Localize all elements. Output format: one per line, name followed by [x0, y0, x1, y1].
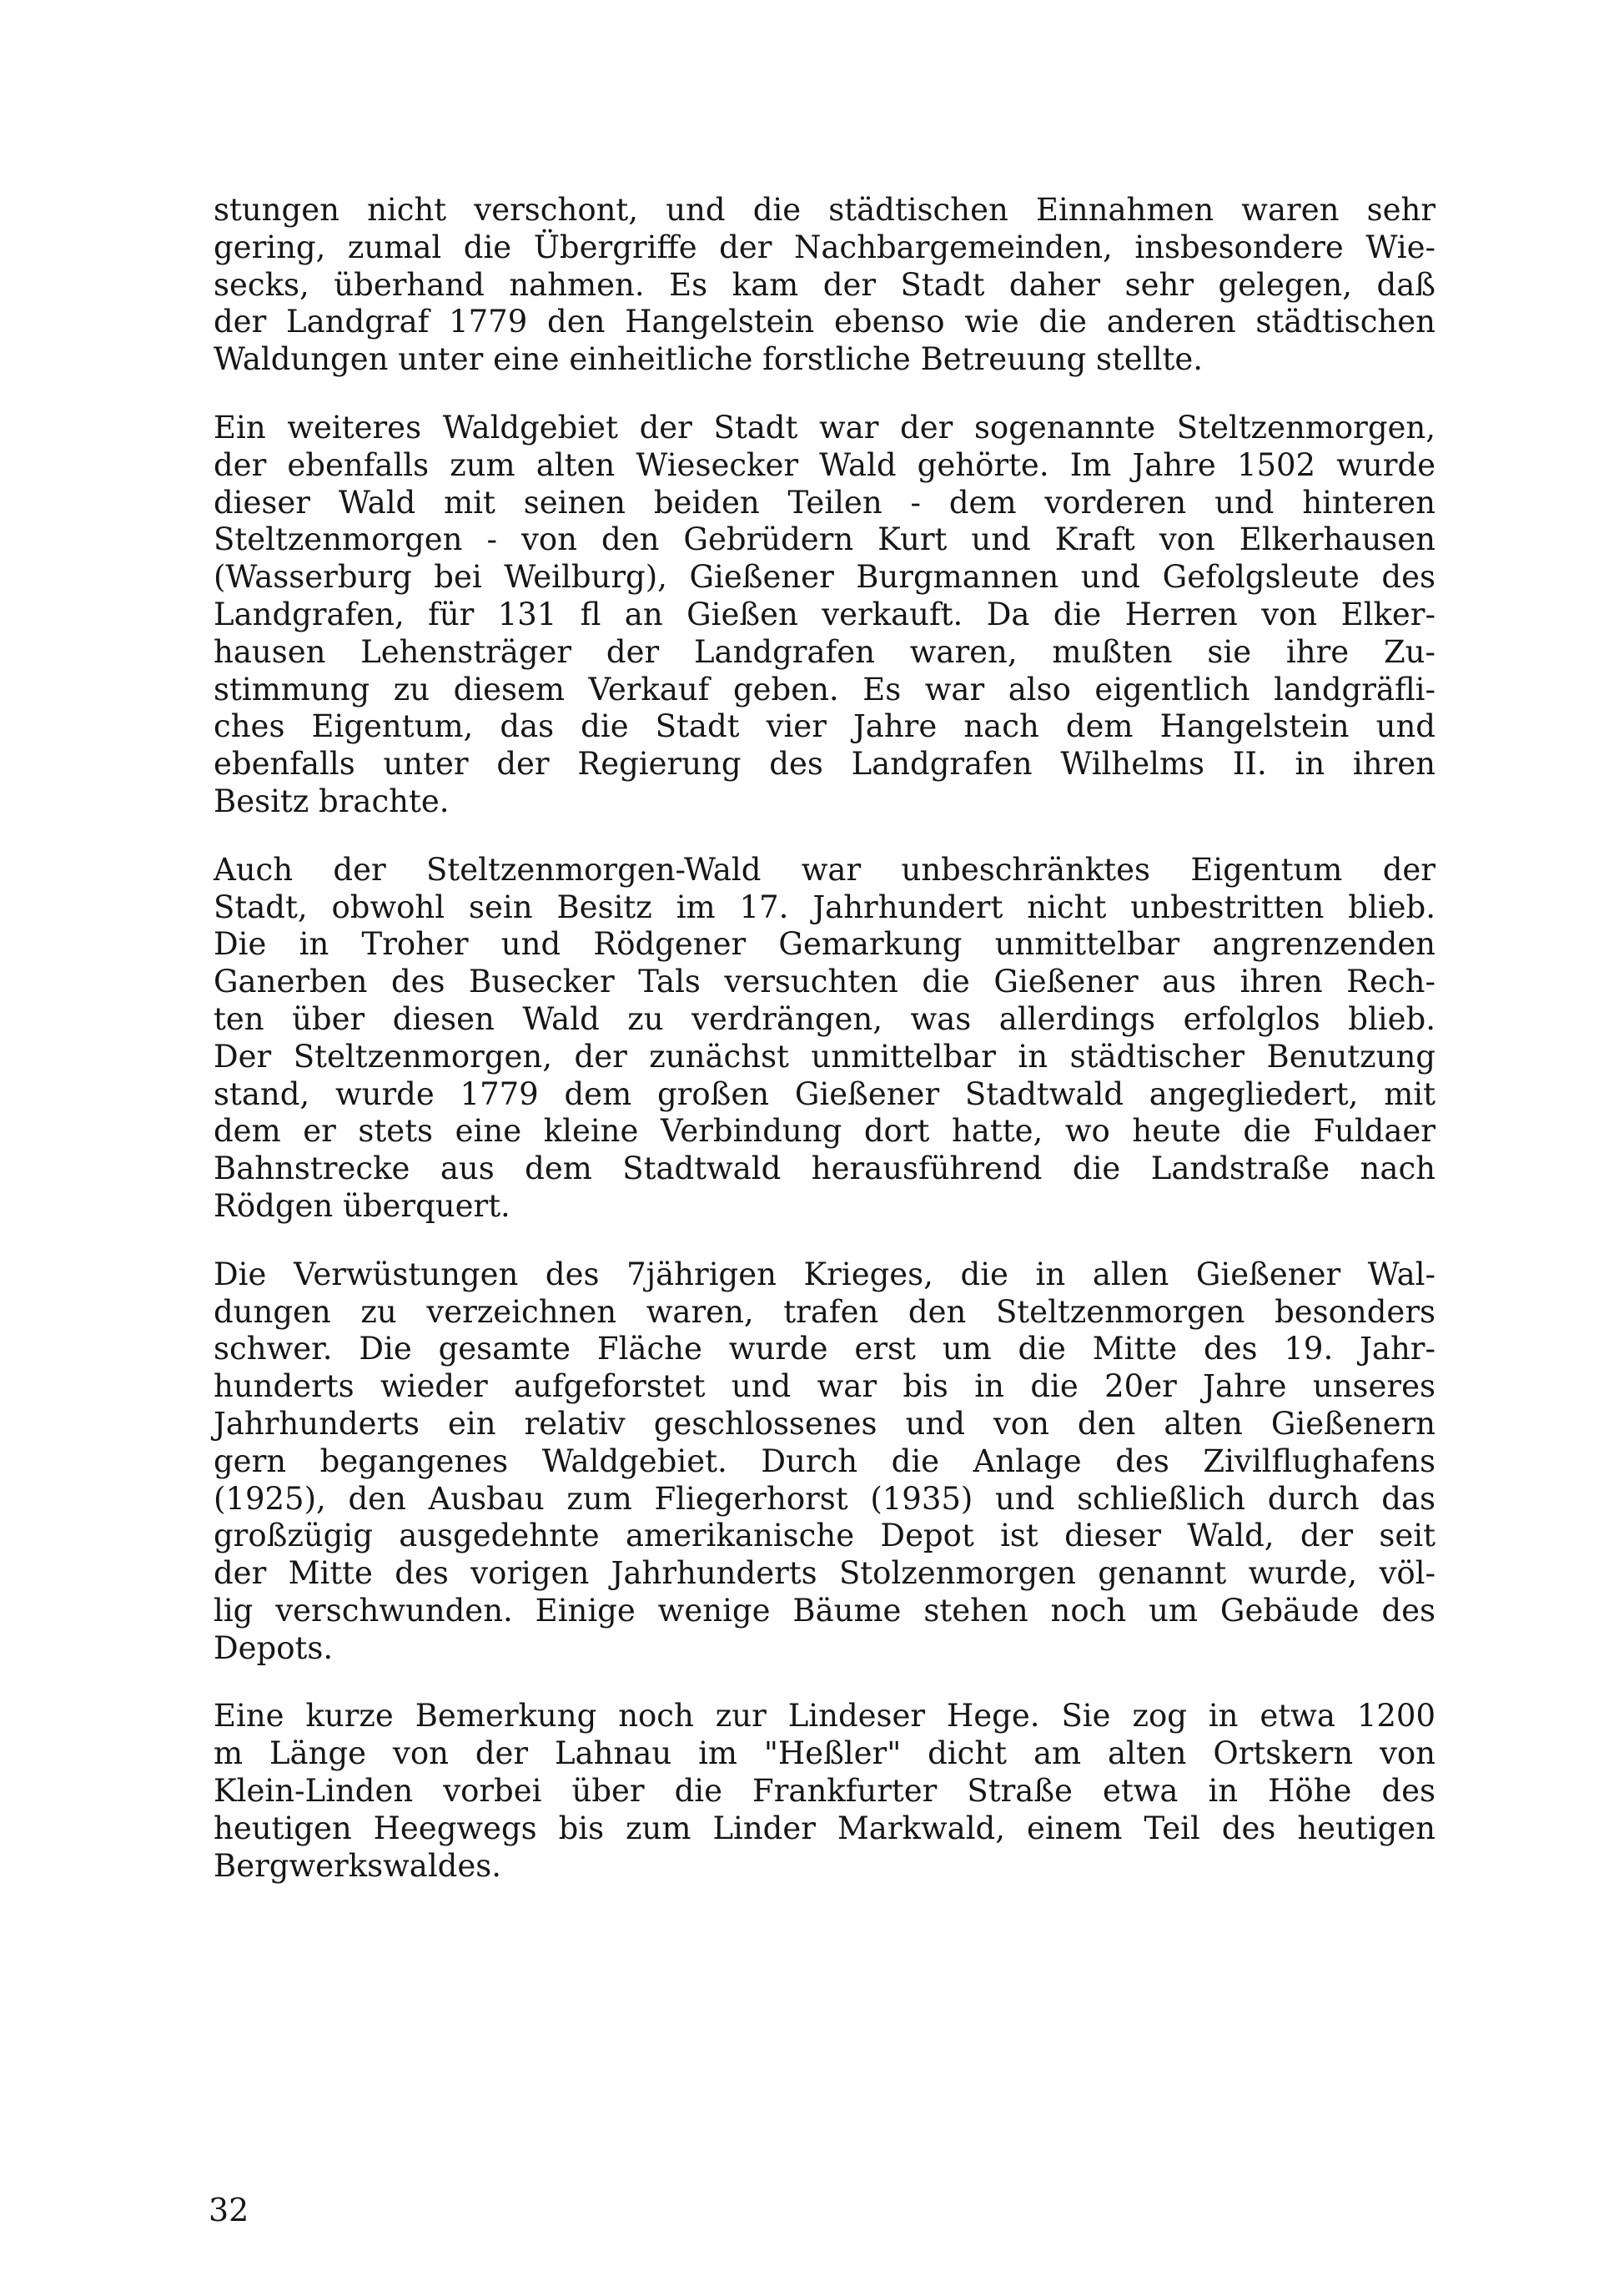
- text-line: Auch der Steltzenmorgen-Wald war unbeschränktes Eigentum der: [214, 851, 1436, 888]
- text-line: ten über diesen Wald zu verdrängen, was allerdings erfolglos blieb.: [214, 1000, 1436, 1037]
- text-line: Rödgen überquert.: [214, 1187, 510, 1224]
- text-line: Der Steltzenmorgen, der zunächst unmittelbar in städtischer Benutzung: [214, 1038, 1436, 1075]
- text-line: stimmung zu diesem Verkauf geben. Es war also eigentlich landgräfli-: [214, 671, 1436, 707]
- text-line: Eine kurze Bemerkung noch zur Lindeser Hege. Sie zog in etwa 1200: [214, 1698, 1436, 1735]
- text-line: gering, zumal die Übergriffe der Nachbargemeinden, insbesondere Wie-: [214, 229, 1436, 265]
- text-line: Bahnstrecke aus dem Stadtwald herausführend die Landstraße nach: [214, 1151, 1436, 1187]
- text-line: gern begangenes Waldgebiet. Durch die Anlage des Zivilflughafens: [214, 1443, 1436, 1479]
- text-line: ches Eigentum, das die Stadt vier Jahre nach dem Hangelstein und: [214, 708, 1436, 745]
- text-line: Waldungen unter eine einheitliche forstliche Betreuung stellte.: [214, 341, 1203, 378]
- text-line: secks, überhand nahmen. Es kam der Stadt daher sehr gelegen, daß: [214, 266, 1436, 303]
- text-line: dieser Wald mit seinen beiden Teilen - dem vorderen und hinteren: [214, 484, 1436, 521]
- text-line: Jahrhunderts ein relativ geschlossenes und von den alten Gießenern: [214, 1405, 1436, 1442]
- text-line: ebenfalls unter der Regierung des Landgrafen Wilhelms II. in ihren: [214, 746, 1436, 783]
- text-line: Depots.: [214, 1629, 334, 1666]
- text-line: der Mitte des vorigen Jahrhunderts Stolzenmorgen genannt wurde, völ-: [214, 1555, 1436, 1592]
- text-line: stungen nicht verschont, und die städtischen Einnahmen waren sehr: [214, 192, 1436, 228]
- text-line: heutigen Heegwegs bis zum Linder Markwald, einem Teil des heutigen: [214, 1810, 1436, 1846]
- text-line: (Wasserburg bei Weilburg), Gießener Burgmannen und Gefolgsleute des: [214, 559, 1436, 596]
- page-number: 32: [209, 2192, 249, 2228]
- text-line: stand, wurde 1779 dem großen Gießener Stadtwald angegliedert, mit: [214, 1075, 1436, 1112]
- text-line: Ganerben des Busecker Tals versuchten die Gießener aus ihren Rech-: [214, 964, 1436, 1000]
- text-line: (1925), den Ausbau zum Fliegerhorst (1935) und schließlich durch das: [214, 1480, 1436, 1517]
- paragraph: [214, 192, 1436, 379]
- text-line: dungen zu verzeichnen waren, trafen den Steltzenmorgen besonders: [214, 1293, 1436, 1330]
- text-line: m Länge von der Lahnau im "Heßler" dicht am alten Ortskern von: [214, 1735, 1436, 1772]
- paragraph: [214, 1256, 1436, 1668]
- text-column: [214, 192, 1436, 1916]
- text-line: der Landgraf 1779 den Hangelstein ebenso wie die anderen städtischen: [214, 304, 1436, 340]
- text-line: Besitz brachte.: [214, 783, 450, 819]
- text-line: Bergwerkswaldes.: [214, 1847, 502, 1884]
- text-line: Steltzenmorgen - von den Gebrüdern Kurt und Kraft von Elkerhausen: [214, 521, 1436, 558]
- text-line: Die in Troher und Rödgener Gemarkung unmittelbar angrenzenden: [214, 926, 1436, 963]
- text-line: großzügig ausgedehnte amerikanische Depot ist dieser Wald, der seit: [214, 1518, 1436, 1554]
- paragraph: [214, 852, 1436, 1226]
- paragraph: [214, 1698, 1436, 1885]
- text-line: dem er stets eine kleine Verbindung dort hatte, wo heute die Fuldaer: [214, 1113, 1436, 1150]
- text-line: Klein-Linden vorbei über die Frankfurter Straße etwa in Höhe des: [214, 1773, 1436, 1810]
- paragraph: [214, 410, 1436, 821]
- text-line: hunderts wieder aufgeforstet und war bis in die 20er Jahre unseres: [214, 1368, 1436, 1405]
- text-line: Stadt, obwohl sein Besitz im 17. Jahrhundert nicht unbestritten blieb.: [214, 889, 1436, 925]
- text-line: lig verschwunden. Einige wenige Bäume stehen noch um Gebäude des: [214, 1592, 1436, 1629]
- text-line: Landgrafen, für 131 fl an Gießen verkauft. Da die Herren von Elker-: [214, 596, 1436, 632]
- text-line: hausen Lehensträger der Landgrafen waren, mußten sie ihre Zu-: [214, 633, 1436, 670]
- text-line: der ebenfalls zum alten Wiesecker Wald gehörte. Im Jahre 1502 wurde: [214, 446, 1436, 483]
- text-line: Die Verwüstungen des 7jährigen Krieges, die in allen Gießener Wal-: [214, 1256, 1436, 1292]
- text-line: Ein weiteres Waldgebiet der Stadt war der sogenannte Steltzenmorgen,: [214, 409, 1436, 446]
- text-line: schwer. Die gesamte Fläche wurde erst um die Mitte des 19. Jahr-: [214, 1331, 1436, 1367]
